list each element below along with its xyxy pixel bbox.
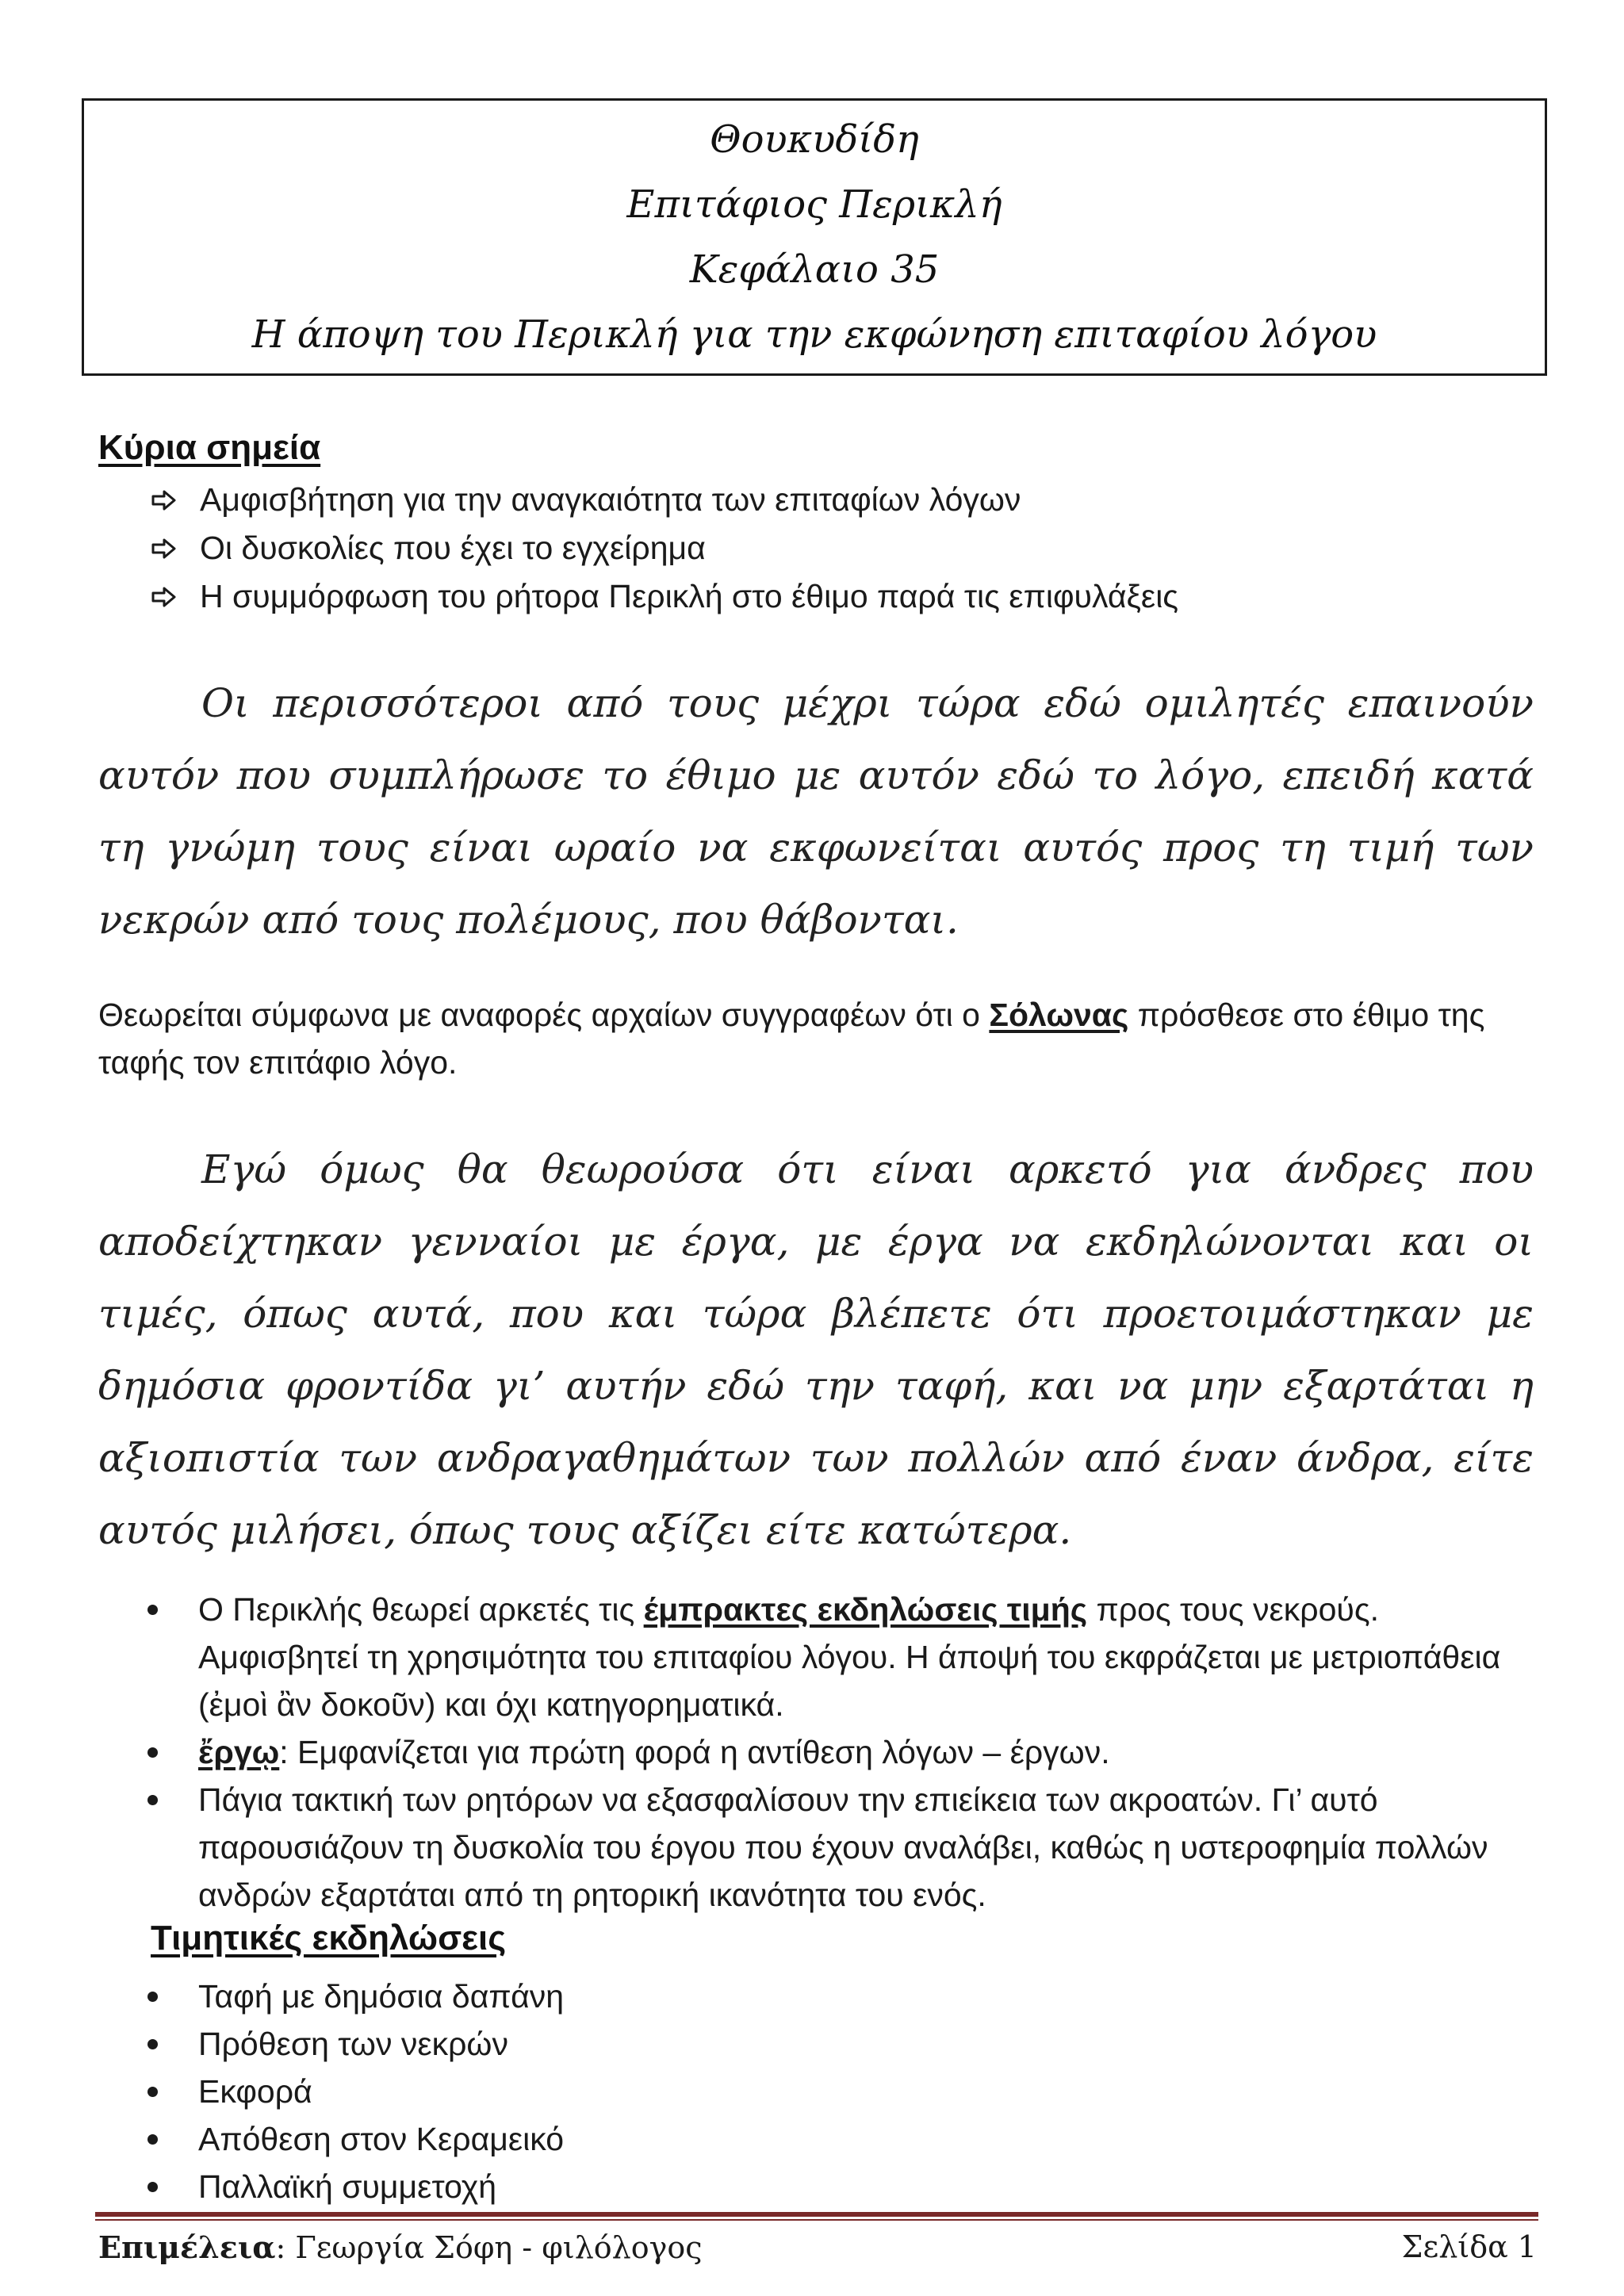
footer-credit-text: : Γεωργία Σόφη - φιλόλογος bbox=[275, 2230, 703, 2265]
bullet-icon bbox=[143, 2068, 198, 2115]
translation-passage-2: Εγώ όμως θα θεωρούσα ότι είναι αρκετό για άνδρες που αποδείχτηκαν γενναίοι με έργα, με έργα να εκδηλώνονται και οι τιμές, όπως αυτά, που και τώρα βλέπετε ότι προετοιμάστηκαν με δημόσια φροντίδα γι’ αυτήν εδώ την ταφή, και να μην εξαρτάται η αξιοπιστία των ανδραγαθημάτων των πολλών από έναν άνδρα, είτε αυτός μιλήσει, όπως τους αξίζει είτε κατώτερα. bbox=[98, 1146, 1534, 1553]
footer-rule bbox=[95, 2212, 1538, 2221]
honors-item bbox=[143, 2163, 1538, 2210]
honors-item-text: Απόθεση στον Κεραμεικό bbox=[198, 2121, 565, 2157]
bullet-icon bbox=[143, 1973, 198, 2020]
title-chapter: Κεφάλαιο 35 bbox=[689, 247, 940, 292]
translation-passage-1: Οι περισσότεροι από τους μέχρι τώρα εδώ ομιλητές επαινούν αυτόν που συμπλήρωσε το έθιμο με αυτόν εδώ το λόγο, επειδή κατά τη γνώμη τους είναι ωραίο να εκφωνείται αυτός προς τη τιμή των νεκρών από τους πολέμους, που θάβονται. bbox=[98, 680, 1534, 943]
arrow-right-icon bbox=[151, 537, 200, 561]
honors-item bbox=[143, 2068, 1538, 2115]
commentary-item bbox=[143, 1776, 1538, 1919]
commentary-before: Πάγια τακτική των ρητόρων να εξασφαλίσουν την επιείκεια των ακροατών. Γι’ αυτό παρουσιάζουν τη δυσκολία του έργου που έχουν αναλάβει, καθώς η υστεροφημία πολλών ανδρών εξαρτάται από τη ρητορική ικανότητα του ενός. bbox=[198, 1781, 1488, 1913]
bullet-icon bbox=[143, 2020, 198, 2068]
title-author: Θουκυδίδη bbox=[710, 117, 919, 162]
honors-item bbox=[143, 1973, 1538, 2020]
bullet-icon bbox=[143, 2163, 198, 2210]
honors-item-text: Πρόθεση των νεκρών bbox=[198, 2026, 508, 2062]
footer-credit bbox=[98, 2229, 703, 2265]
arrow-right-icon bbox=[151, 488, 200, 512]
solon-note-before: Θεωρείται σύμφωνα με αναφορές αρχαίων συγγραφέων ότι ο bbox=[98, 997, 990, 1033]
commentary-bold: ἔργῳ bbox=[198, 1734, 280, 1770]
title-work: Επιτάφιος Περικλή bbox=[626, 182, 1002, 227]
bullet-icon bbox=[143, 2115, 198, 2163]
commentary-item bbox=[143, 1586, 1538, 1728]
commentary-after: προς τους νεκρούς. Αμφισβητεί τη χρησιμότητα του επιταφίου λόγου. Η άποψή του εκφράζεται με μετριοπάθεια (ἐμοὶ ἂν δοκοῦν) και όχι κατηγορηματικά. bbox=[198, 1591, 1501, 1723]
key-point-text: Η συμμόρφωση του ρήτορα Περικλή στο έθιμο παρά τις επιφυλάξεις bbox=[200, 578, 1179, 614]
title-box bbox=[82, 98, 1547, 376]
commentary-after: : Εμφανίζεται για πρώτη φορά η αντίθεση λόγων – έργων. bbox=[279, 1734, 1110, 1770]
bullet-icon bbox=[143, 1776, 198, 1919]
footer-rule-thin bbox=[95, 2219, 1538, 2221]
honors-item-text: Παλλαϊκή συμμετοχή bbox=[198, 2168, 497, 2205]
footer-label: Επιμέλεια bbox=[98, 2229, 276, 2265]
solon-note-after: πρόσθεσε στο έθιμο της ταφής τον επιτάφιο λόγο. bbox=[98, 997, 1485, 1081]
key-point-item bbox=[151, 476, 1546, 524]
bullet-icon bbox=[143, 1728, 198, 1776]
commentary-item bbox=[143, 1728, 1538, 1776]
key-point-item bbox=[151, 524, 1546, 572]
commentary-bold: έμπρακτες εκδηλώσεις τιμής bbox=[643, 1591, 1088, 1628]
title-subtitle: Η άποψη του Περικλή για την εκφώνηση επιταφίου λόγου bbox=[251, 312, 1377, 357]
key-point-text: Οι δυσκολίες που έχει το εγχείρημα bbox=[200, 530, 706, 566]
key-points-list bbox=[151, 476, 1546, 621]
solon-note bbox=[98, 991, 1542, 1086]
bullet-icon bbox=[143, 1586, 198, 1728]
honors-item bbox=[143, 2115, 1538, 2163]
honors-item-text: Εκφορά bbox=[198, 2073, 312, 2110]
page-number: Σελίδα 1 bbox=[1401, 2229, 1537, 2264]
arrow-right-icon bbox=[151, 585, 200, 609]
footer-rule-thick bbox=[95, 2212, 1538, 2217]
commentary-list bbox=[143, 1586, 1538, 1919]
key-point-text: Αμφισβήτηση για την αναγκαιότητα των επιταφίων λόγων bbox=[200, 481, 1021, 518]
honors-list bbox=[143, 1973, 1538, 2210]
key-points-heading: Κύρια σημεία bbox=[98, 428, 321, 467]
commentary-before: Ο Περικλής θεωρεί αρκετές τις bbox=[198, 1591, 644, 1628]
solon-note-bold: Σόλωνας bbox=[989, 997, 1129, 1033]
honors-item bbox=[143, 2020, 1538, 2068]
honors-heading: Τιμητικές εκδηλώσεις bbox=[151, 1919, 507, 1957]
honors-item-text: Ταφή με δημόσια δαπάνη bbox=[198, 1978, 565, 2015]
key-point-item bbox=[151, 572, 1546, 621]
